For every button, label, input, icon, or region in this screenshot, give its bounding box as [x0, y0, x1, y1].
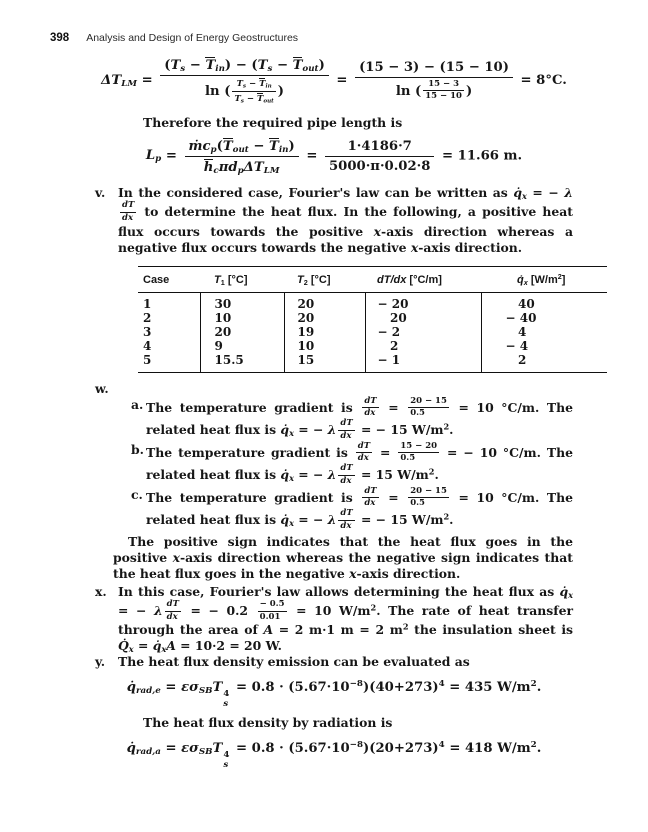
sub-item-text-c: The temperature gradient is $\frac{dT}{dx}$ = $\frac{20 - 15}{0.5}$ = 10 °C/m. The related heat flux is $q̇_x$ = − λ $\frac{dT}{dx}$ = − 15 $W/m^2$.	[146, 485, 573, 531]
col-header-heat-flux: $q̇_x$ $[W/m^2]$	[481, 266, 607, 292]
table-cell: 20	[284, 311, 365, 325]
list-item-v	[95, 185, 573, 256]
table-cell: 10	[284, 339, 365, 353]
table-row	[138, 311, 607, 325]
table-cell: − 40	[505, 310, 537, 325]
table-cell: 1	[138, 292, 200, 311]
sub-item-text-a: The temperature gradient is $\frac{dT}{dx}$ = $\frac{20 - 15}{0.5}$ = 10 °C/m. The related heat flux is $q̇_x$ = − λ $\frac{dT}{dx}$ = − 15 $W/m^2$.	[146, 395, 573, 441]
table-head	[138, 266, 607, 292]
running-title: Analysis and Design of Energy Geostructures	[86, 32, 299, 44]
equation-radiation-emission: $q̇_{rad,e} = \varepsilon\sigma_{SB}T$ 4 s = $0.8 \cdot (5.67\cdot 10^{-8})(40+273)^4 = 435$ $W/m^2$.	[126, 679, 542, 709]
table-cell: 4	[505, 324, 527, 339]
sub-item-b	[131, 442, 573, 487]
table-header-row	[138, 266, 607, 292]
table-row	[138, 325, 607, 339]
table-cell: 3	[138, 325, 200, 339]
list-item-x	[95, 584, 573, 655]
table-cell: 19	[284, 325, 365, 339]
table-cell: 4	[138, 339, 200, 353]
table-cell: − 2	[365, 325, 481, 339]
sub-item-marker-c: c.	[131, 486, 143, 502]
col-header-t1: $T_1$ [°C]	[200, 266, 284, 292]
sub-item-marker-b: b.	[131, 441, 144, 457]
table-cell: 20	[284, 292, 365, 311]
table-cell: 2	[365, 339, 481, 353]
list-item-y	[95, 654, 573, 670]
para-radiation-intro: The heat flux density by radiation is	[143, 715, 393, 731]
col-header-case: Case	[138, 266, 200, 292]
equation-delta-tlm: $\Delta T_{LM}$ = $(T_s - T_{in}) - (T_s - T_{out})$ ln ( $T_s - T_{in}$ $T_s - T_{out}$ ) = (15 − 3) − (15 − 10) ln ( $\frac{15 - 3}{15 - 10}$ ) = 8°C.	[101, 58, 567, 105]
table-cell: 30	[200, 292, 284, 311]
table-cell: − 20	[365, 292, 481, 311]
table-cell: 2	[138, 311, 200, 325]
item-text-x: In this case, Fourier's law allows determining the heat flux as $q̇_x$ = − λ $\frac{dT}{dx}$ = − 0.2 $\frac{- 0.5}{0.01}$ = 10 $W/m^2$. The rate of heat transfer through the area of A = 2 m·1 m = 2 $m^2$ the insulation sheet is $Q̇_x$ = $q̇_xA = 10\cdot 2 = 20$ W.	[118, 583, 574, 655]
list-item-w	[95, 381, 573, 397]
table-cell: 10	[200, 311, 284, 325]
table-row	[138, 353, 607, 373]
item-text-v: In the considered case, Fourier's law can be written as $q̇_x$ = − λ $\frac{dT}{dx}$ to determine the heat flux. In the following, a positive heat flux occurs towards the positive x-axis direction whereas a negative flux occurs towards the negative x-axis direction.	[118, 185, 573, 255]
table-cell: 5	[138, 353, 200, 373]
table-cell: 9	[200, 339, 284, 353]
sub-item-text-b: The temperature gradient is $\frac{dT}{dx}$ = $\frac{15 - 20}{0.5}$ = − 10 °C/m. The related heat flux is $q̇_x$ = − λ $\frac{dT}{dx}$ = 15 $W/m^2$.	[146, 440, 573, 486]
results-table	[138, 266, 607, 373]
page-content	[95, 56, 573, 771]
table-cell: − 4	[505, 338, 529, 353]
sign-convention-note: The positive sign indicates that the heat flux goes in the positive x-axis direction whereas the negative sign indicates that the heat flux goes in the negative x-axis direction.	[113, 533, 573, 581]
sub-item-a	[131, 397, 573, 442]
table-row	[138, 339, 607, 353]
col-header-t2: $T_2$ [°C]	[284, 266, 365, 292]
item-text-y: The heat flux density emission can be evaluated as	[118, 654, 470, 670]
table-cell: 40	[505, 296, 535, 311]
table-cell: 20	[365, 311, 481, 325]
item-marker-w: w.	[95, 380, 109, 396]
para-therefore: Therefore the required pipe length is	[143, 114, 403, 130]
table-cell: − 1	[365, 353, 481, 373]
table-body	[138, 292, 607, 372]
page-number: 398	[50, 32, 70, 44]
running-header	[50, 32, 648, 44]
equation-pipe-length: $L_p$ = $ṁc_p(T_{out} - T_{in})$ $h_c\pi d_p\Delta T_{LM}$ = $\frac{1\cdot 4186\cdot 7}{5000\cdot\pi\cdot 0.02\cdot 8}$ = 11.66 m.	[145, 138, 523, 177]
sub-item-marker-a: a.	[131, 396, 144, 412]
col-header-gradient: dT/dx [°C/m]	[365, 266, 481, 292]
table-cell: 2	[505, 352, 527, 367]
table-cell: 15	[284, 353, 365, 373]
table-cell: 20	[200, 325, 284, 339]
table-cell: 15.5	[200, 353, 284, 373]
equation-radiation-ambient: $q̇_{rad,a} = \varepsilon\sigma_{SB}T$ 4 s = $0.8 \cdot (5.67\cdot 10^{-8})(20+273)^4 = 418$ $W/m^2$.	[126, 740, 542, 771]
sub-item-c	[131, 487, 573, 532]
table-row	[138, 292, 607, 311]
item-marker-x: x.	[95, 583, 107, 599]
item-marker-v: v.	[95, 185, 106, 201]
item-marker-y: y.	[95, 654, 106, 670]
